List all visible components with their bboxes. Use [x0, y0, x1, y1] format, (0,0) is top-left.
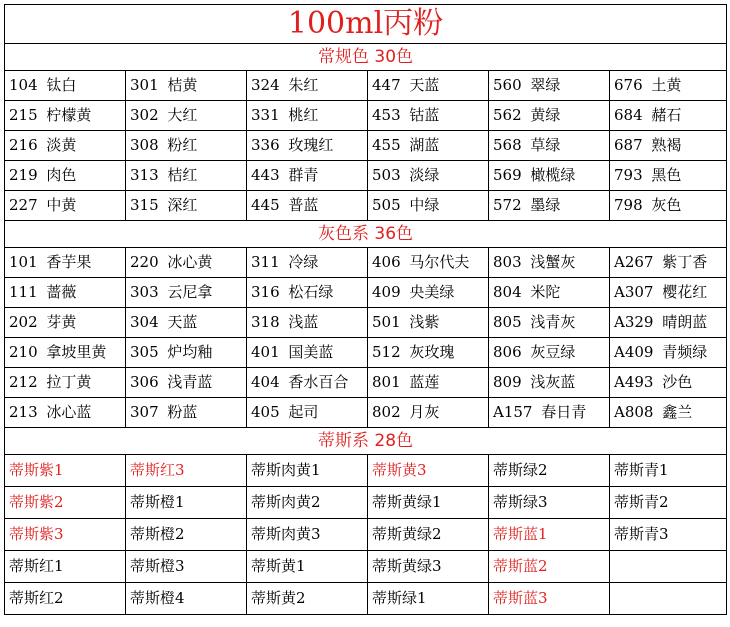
color-name: 浅青蓝 — [167, 373, 213, 391]
color-cell — [5, 161, 126, 191]
color-cell — [247, 161, 368, 191]
color-cell — [5, 101, 126, 131]
color-name: 米陀 — [530, 283, 561, 301]
color-name: 桔红 — [167, 166, 198, 184]
color-name: 蒂斯蓝2 — [493, 557, 548, 575]
color-cell — [610, 583, 727, 615]
color-code: 111 — [9, 283, 38, 301]
color-name: 蒂斯橙4 — [130, 589, 185, 607]
color-cell — [126, 278, 247, 308]
color-code: A307 — [614, 283, 654, 301]
color-code: 804 — [493, 283, 522, 301]
color-code: 315 — [130, 196, 159, 214]
color-name: 冷绿 — [288, 253, 319, 271]
color-row — [5, 455, 727, 487]
color-cell — [247, 131, 368, 161]
color-cell — [368, 487, 489, 519]
color-name: 浅灰蓝 — [530, 373, 576, 391]
color-code: 443 — [251, 166, 280, 184]
color-name: 蓝莲 — [409, 373, 440, 391]
color-name: 浅蟹灰 — [530, 253, 576, 271]
color-code: 798 — [614, 196, 643, 214]
color-cell — [126, 248, 247, 278]
color-code: A808 — [614, 403, 654, 421]
color-cell — [126, 455, 247, 487]
color-code: 806 — [493, 343, 522, 361]
color-name: 蒂斯黄绿2 — [372, 525, 442, 543]
color-name: 月灰 — [409, 403, 440, 421]
color-code: 409 — [372, 283, 401, 301]
color-row — [5, 161, 727, 191]
color-cell — [247, 583, 368, 615]
color-name: 起司 — [288, 403, 319, 421]
color-cell — [489, 161, 610, 191]
color-name: 浅紫 — [409, 313, 440, 331]
color-cell — [610, 248, 727, 278]
color-cell — [126, 338, 247, 368]
color-name: 中绿 — [409, 196, 440, 214]
color-name: 中黄 — [46, 196, 77, 214]
section-header-row — [5, 44, 727, 71]
color-name: 柠檬黄 — [46, 106, 92, 124]
color-cell — [368, 248, 489, 278]
color-cell — [5, 551, 126, 583]
color-code: 301 — [130, 76, 159, 94]
color-name: 鑫兰 — [662, 403, 693, 421]
color-name: 湖蓝 — [409, 136, 440, 154]
color-code: 572 — [493, 196, 522, 214]
color-code: 101 — [9, 253, 38, 271]
color-name: 蒂斯肉黄2 — [251, 493, 321, 511]
color-code: A329 — [614, 313, 654, 331]
color-code: 562 — [493, 106, 522, 124]
color-row — [5, 338, 727, 368]
color-cell — [126, 368, 247, 398]
color-name: 熟褐 — [651, 136, 682, 154]
color-name: 天蓝 — [409, 76, 440, 94]
color-name: 深红 — [167, 196, 198, 214]
color-code: 802 — [372, 403, 401, 421]
color-cell — [247, 338, 368, 368]
color-name: 蒂斯蓝1 — [493, 525, 548, 543]
color-name: 粉蓝 — [167, 403, 198, 421]
color-code: 560 — [493, 76, 522, 94]
color-name: 蒂斯紫1 — [9, 461, 64, 479]
color-row — [5, 368, 727, 398]
color-cell — [489, 398, 610, 428]
color-name: 翠绿 — [530, 76, 561, 94]
color-name: 沙色 — [662, 373, 693, 391]
color-cell — [610, 455, 727, 487]
color-chart-sheet — [4, 4, 726, 615]
color-cell — [610, 368, 727, 398]
color-cell — [126, 161, 247, 191]
color-code: A267 — [614, 253, 654, 271]
color-cell — [610, 131, 727, 161]
color-name: 蒂斯黄2 — [251, 589, 306, 607]
color-name: 央美绿 — [409, 283, 455, 301]
color-cell — [247, 398, 368, 428]
color-code: 803 — [493, 253, 522, 271]
color-name: 赭石 — [651, 106, 682, 124]
color-name: 蒂斯青3 — [614, 525, 669, 543]
color-code: 308 — [130, 136, 159, 154]
color-name: 蒂斯红2 — [9, 589, 64, 607]
color-code: 331 — [251, 106, 280, 124]
color-name: 青频绿 — [662, 343, 708, 361]
color-code: 447 — [372, 76, 401, 94]
color-row — [5, 131, 727, 161]
color-code: 801 — [372, 373, 401, 391]
color-code: 455 — [372, 136, 401, 154]
color-cell — [489, 131, 610, 161]
color-cell — [489, 308, 610, 338]
color-cell — [126, 487, 247, 519]
color-chart-table — [4, 4, 727, 615]
color-code: A409 — [614, 343, 654, 361]
color-cell — [489, 278, 610, 308]
color-code: 406 — [372, 253, 401, 271]
color-cell — [610, 551, 727, 583]
color-cell — [489, 583, 610, 615]
section-heading: 常规色 30色 — [5, 44, 727, 71]
color-row — [5, 398, 727, 428]
color-code: 512 — [372, 343, 401, 361]
color-code: 809 — [493, 373, 522, 391]
color-name: 粉红 — [167, 136, 198, 154]
color-cell — [247, 455, 368, 487]
color-cell — [610, 101, 727, 131]
color-cell — [247, 191, 368, 221]
color-cell — [610, 308, 727, 338]
color-name: 蒂斯绿3 — [493, 493, 548, 511]
color-code: A157 — [493, 403, 533, 421]
color-name: 蒂斯青2 — [614, 493, 669, 511]
color-code: 313 — [130, 166, 159, 184]
section-header-row — [5, 221, 727, 248]
color-cell — [5, 368, 126, 398]
color-name: 拿坡里黄 — [46, 343, 107, 361]
color-name: 炉均釉 — [167, 343, 213, 361]
color-row — [5, 487, 727, 519]
color-cell — [126, 101, 247, 131]
color-cell — [247, 519, 368, 551]
color-row — [5, 71, 727, 101]
color-code: 805 — [493, 313, 522, 331]
color-name: 国美蓝 — [288, 343, 334, 361]
color-code: 793 — [614, 166, 643, 184]
color-name: 芽黄 — [46, 313, 77, 331]
color-name: 云尼拿 — [167, 283, 213, 301]
color-cell — [368, 338, 489, 368]
color-name: 淡绿 — [409, 166, 440, 184]
color-code: 401 — [251, 343, 280, 361]
color-cell — [126, 131, 247, 161]
color-cell — [489, 71, 610, 101]
color-code: 303 — [130, 283, 159, 301]
color-name: 紫丁香 — [662, 253, 708, 271]
color-name: 土黄 — [651, 76, 682, 94]
color-code: 453 — [372, 106, 401, 124]
section-heading: 灰色系 36色 — [5, 221, 727, 248]
color-code: 445 — [251, 196, 280, 214]
color-name: 钛白 — [46, 76, 77, 94]
color-code: 676 — [614, 76, 643, 94]
color-name: 桔黄 — [167, 76, 198, 94]
color-name: 冰心蓝 — [46, 403, 92, 421]
color-cell — [610, 398, 727, 428]
color-code: 306 — [130, 373, 159, 391]
color-cell — [489, 191, 610, 221]
color-name: 晴朗蓝 — [662, 313, 708, 331]
color-cell — [489, 338, 610, 368]
color-code: 336 — [251, 136, 280, 154]
color-name: 浅蓝 — [288, 313, 319, 331]
color-cell — [489, 455, 610, 487]
color-row — [5, 519, 727, 551]
color-name: 蒂斯橙3 — [130, 557, 185, 575]
color-cell — [368, 368, 489, 398]
color-cell — [126, 583, 247, 615]
color-name: 淡黄 — [46, 136, 77, 154]
color-row — [5, 191, 727, 221]
color-name: 蒂斯红3 — [130, 461, 185, 479]
color-cell — [126, 308, 247, 338]
color-cell — [247, 278, 368, 308]
color-row — [5, 101, 727, 131]
color-cell — [247, 308, 368, 338]
color-name: 蒂斯橙2 — [130, 525, 185, 543]
color-name: 蒂斯黄1 — [251, 557, 306, 575]
color-name: 灰玫瑰 — [409, 343, 455, 361]
color-cell — [247, 101, 368, 131]
color-row — [5, 308, 727, 338]
color-code: 215 — [9, 106, 38, 124]
color-cell — [247, 368, 368, 398]
color-row — [5, 551, 727, 583]
color-cell — [5, 338, 126, 368]
color-code: 501 — [372, 313, 401, 331]
color-cell — [368, 308, 489, 338]
color-cell — [368, 71, 489, 101]
color-name: 大红 — [167, 106, 198, 124]
color-code: 302 — [130, 106, 159, 124]
color-code: A493 — [614, 373, 654, 391]
color-cell — [247, 487, 368, 519]
color-cell — [368, 398, 489, 428]
color-cell — [5, 308, 126, 338]
color-code: 220 — [130, 253, 159, 271]
color-name: 黄绿 — [530, 106, 561, 124]
color-cell — [5, 583, 126, 615]
color-code: 213 — [9, 403, 38, 421]
color-cell — [126, 398, 247, 428]
color-row — [5, 278, 727, 308]
color-name: 天蓝 — [167, 313, 198, 331]
color-cell — [368, 101, 489, 131]
color-cell — [610, 71, 727, 101]
color-cell — [126, 191, 247, 221]
color-code: 202 — [9, 313, 38, 331]
color-name: 蒂斯黄绿3 — [372, 557, 442, 575]
color-cell — [489, 519, 610, 551]
color-name: 黑色 — [651, 166, 682, 184]
color-cell — [247, 551, 368, 583]
color-code: 210 — [9, 343, 38, 361]
color-code: 104 — [9, 76, 38, 94]
color-name: 朱红 — [288, 76, 319, 94]
color-row — [5, 248, 727, 278]
color-code: 305 — [130, 343, 159, 361]
color-cell — [5, 278, 126, 308]
color-name: 蒂斯蓝3 — [493, 589, 548, 607]
color-code: 304 — [130, 313, 159, 331]
color-cell — [489, 101, 610, 131]
color-code: 316 — [251, 283, 280, 301]
color-cell — [610, 278, 727, 308]
color-code: 684 — [614, 106, 643, 124]
color-code: 219 — [9, 166, 38, 184]
color-cell — [5, 398, 126, 428]
color-cell — [610, 487, 727, 519]
color-cell — [247, 248, 368, 278]
page-title-text: 100ml丙粉 — [287, 6, 444, 41]
color-name: 春日青 — [541, 403, 587, 421]
color-cell — [5, 71, 126, 101]
color-cell — [368, 131, 489, 161]
color-code: 227 — [9, 196, 38, 214]
color-name: 马尔代夫 — [409, 253, 470, 271]
color-cell — [610, 161, 727, 191]
color-cell — [489, 487, 610, 519]
color-name: 蒂斯黄3 — [372, 461, 427, 479]
color-code: 324 — [251, 76, 280, 94]
color-code: 307 — [130, 403, 159, 421]
color-name: 蒂斯红1 — [9, 557, 64, 575]
color-cell — [368, 191, 489, 221]
color-name: 墨绿 — [530, 196, 561, 214]
color-cell — [368, 519, 489, 551]
color-cell — [610, 191, 727, 221]
color-code: 569 — [493, 166, 522, 184]
color-name: 冰心黄 — [167, 253, 213, 271]
section-header-row — [5, 428, 727, 455]
color-cell — [5, 487, 126, 519]
color-cell — [126, 519, 247, 551]
color-name: 蒂斯肉黄1 — [251, 461, 321, 479]
color-cell — [368, 161, 489, 191]
color-name: 蒂斯绿1 — [372, 589, 427, 607]
color-name: 灰色 — [651, 196, 682, 214]
color-cell — [5, 248, 126, 278]
color-name: 蒂斯黄绿1 — [372, 493, 442, 511]
color-cell — [368, 278, 489, 308]
color-code: 568 — [493, 136, 522, 154]
color-name: 蒂斯紫2 — [9, 493, 64, 511]
color-name: 草绿 — [530, 136, 561, 154]
color-name: 蒂斯青1 — [614, 461, 669, 479]
color-name: 灰豆绿 — [530, 343, 576, 361]
color-name: 普蓝 — [288, 196, 319, 214]
color-name: 桃红 — [288, 106, 319, 124]
color-code: 311 — [251, 253, 280, 271]
color-cell — [368, 551, 489, 583]
color-name: 香水百合 — [288, 373, 349, 391]
color-name: 浅青灰 — [530, 313, 576, 331]
color-name: 玫瑰红 — [288, 136, 334, 154]
color-name: 拉丁黄 — [46, 373, 92, 391]
table-body — [5, 5, 727, 615]
color-cell — [489, 248, 610, 278]
color-name: 松石绿 — [288, 283, 334, 301]
title-row — [5, 5, 727, 44]
color-cell — [368, 583, 489, 615]
section-heading: 蒂斯系 28色 — [5, 428, 727, 455]
color-name: 群青 — [288, 166, 319, 184]
color-cell — [5, 519, 126, 551]
color-cell — [489, 368, 610, 398]
color-code: 318 — [251, 313, 280, 331]
color-name: 蒂斯肉黄3 — [251, 525, 321, 543]
color-name: 钴蓝 — [409, 106, 440, 124]
color-name: 香芋果 — [46, 253, 92, 271]
color-code: 216 — [9, 136, 38, 154]
color-row — [5, 583, 727, 615]
color-cell — [126, 71, 247, 101]
color-cell — [610, 338, 727, 368]
color-cell — [5, 455, 126, 487]
color-cell — [5, 191, 126, 221]
color-code: 405 — [251, 403, 280, 421]
color-code: 505 — [372, 196, 401, 214]
color-cell — [368, 455, 489, 487]
color-code: 503 — [372, 166, 401, 184]
color-name: 蒂斯橙1 — [130, 493, 185, 511]
color-code: 212 — [9, 373, 38, 391]
color-name: 蒂斯绿2 — [493, 461, 548, 479]
color-name: 肉色 — [46, 166, 77, 184]
color-cell — [489, 551, 610, 583]
color-cell — [247, 71, 368, 101]
page-title — [5, 5, 727, 44]
color-name: 蒂斯紫3 — [9, 525, 64, 543]
color-cell — [610, 519, 727, 551]
color-code: 687 — [614, 136, 643, 154]
color-code: 404 — [251, 373, 280, 391]
color-cell — [126, 551, 247, 583]
color-name: 蔷薇 — [46, 283, 77, 301]
color-cell — [5, 131, 126, 161]
color-name: 樱花红 — [662, 283, 708, 301]
color-name: 橄榄绿 — [530, 166, 576, 184]
